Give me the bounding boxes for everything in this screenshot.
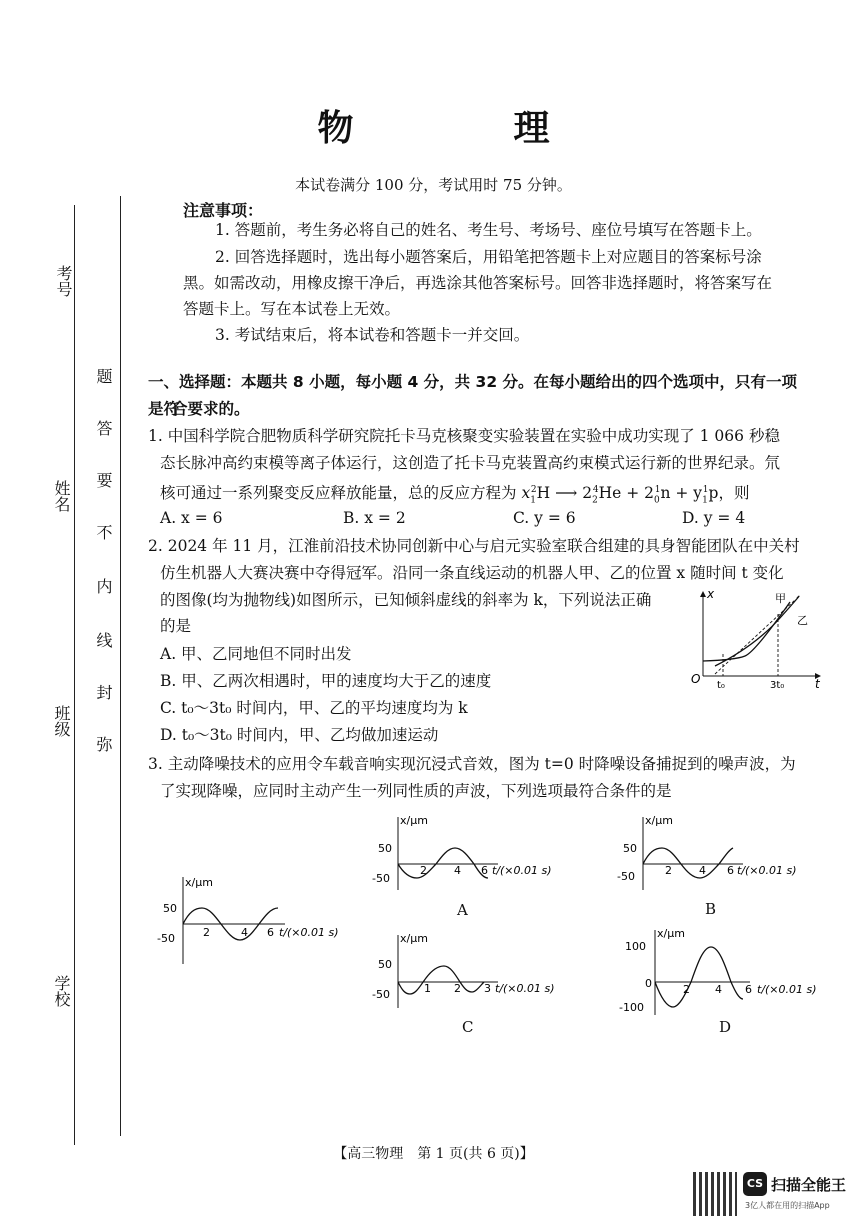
q1-option-a: A. x = 6 (160, 509, 223, 527)
q1-var-x: x (521, 484, 531, 503)
q3-b-tick-neg50: -50 (617, 870, 635, 883)
q3-caption-a: A (457, 901, 468, 919)
q3-b-tick-50: 50 (623, 842, 637, 855)
q3-b-ylabel: x/μm (645, 814, 673, 827)
seal-char-6: 线 (94, 632, 113, 648)
q3-main-tick-50: 50 (163, 902, 177, 915)
q3-c-tick-neg50: -50 (372, 988, 390, 1001)
notice-item-3: 3. 考试结束后，将本试卷和答题卡一并交回。 (215, 326, 530, 344)
q2-t-label: t (815, 677, 820, 691)
q3-line-2: 了实现降噪，应同时主动产生一列同性质的声波，下列选项最符合条件的是 (160, 782, 672, 800)
q3-c-tick-2: 2 (454, 982, 461, 995)
q2-line-2: 仿生机器人大赛决赛中夺得冠军。沿同一条直线运动的机器人甲、乙的位置 x 随时间 t 变化 (160, 564, 784, 582)
q2-t0-tick: t₀ (717, 680, 725, 691)
q3-d-xlabel: t/(×0.01 s) (757, 983, 817, 996)
q3-d-origin: 0 (645, 977, 652, 990)
q3-d-tick-4: 4 (715, 983, 722, 996)
q3-d-ylabel: x/μm (657, 927, 685, 940)
q3-c-ylabel: x/μm (400, 932, 428, 945)
page-title: 物 理 (317, 107, 612, 149)
q1-line-3-text: 核可通过一系列聚变反应释放能量，总的反应方程为 (160, 484, 522, 503)
q3-main-xlabel: t/(×0.01 s) (279, 926, 339, 939)
q3-main-tick-2: 2 (203, 926, 210, 939)
q2-option-d: D. t₀～3t₀ 时间内，甲、乙均做加速运动 (160, 726, 439, 744)
q3-caption-b: B (705, 900, 717, 918)
q3-c-tick-1: 1 (424, 982, 431, 995)
q3-caption-c: C (462, 1018, 474, 1036)
q2-jia-label: 甲 (775, 592, 786, 605)
q3-c-xlabel: t/(×0.01 s) (495, 982, 555, 995)
notice-item-2: 2. 回答选择题时，选出每小题答案后，用铅笔把答题卡上对应题目的答案标号涂 (215, 248, 762, 266)
q1-line-3: 核可通过一系列聚变反应释放能量，总的反应方程为 $x_1^2H$ ⟶ $2_2^4He + 2_0^1n + y_1^1p$，则 (160, 484, 750, 506)
q2-x-label: x (707, 588, 715, 601)
q3-d-tick-100: 100 (625, 940, 646, 953)
q3-d-wave (655, 947, 743, 1007)
seal-char-3: 要 (94, 472, 113, 488)
qr-code (693, 1172, 737, 1216)
q1-option-b: B. x = 2 (343, 509, 406, 527)
q3-a-tick-50: 50 (378, 842, 392, 855)
q3-a-tick-neg50: -50 (372, 872, 390, 885)
q1-equation-he: He + 2 (598, 484, 654, 503)
seal-char-8: 弥 (94, 736, 113, 752)
q3-c-wave (398, 966, 484, 994)
q2-option-a: A. 甲、乙同地但不同时出发 (160, 645, 352, 663)
q3-main-tick-neg50: -50 (157, 932, 175, 945)
q3-d-tick-neg100: -100 (619, 1001, 644, 1014)
camscanner-logo: CS (743, 1172, 767, 1196)
q3-a-tick-4: 4 (454, 864, 461, 877)
q3-b-tick-4: 4 (699, 864, 706, 877)
q3-a-xlabel: t/(×0.01 s) (492, 864, 552, 877)
q3-c-tick-50: 50 (378, 958, 392, 971)
q1-option-d: D. y = 4 (682, 509, 746, 527)
q3-d-tick-2: 2 (683, 983, 690, 996)
q3-d-tick-6: 6 (745, 983, 752, 996)
q3-a-tick-2: 2 (420, 864, 427, 877)
q1-line-1: 1. 中国科学院合肥物质科学研究院托卡马克核聚变实验装置在实验中成功实现了 1 066 秒稳 (148, 427, 780, 445)
q3-a-tick-6: 6 (481, 864, 488, 877)
q1-line-2: 态长脉冲高约束模等离子体运行，这创造了托卡马克装置高约束模式运行新的世界纪录。氘 (160, 454, 781, 472)
q1-option-c: C. y = 6 (513, 509, 576, 527)
q2-line-3: 的图像(均为抛物线)如图所示，已知倾斜虚线的斜率为 k，下列说法正确 (160, 591, 652, 609)
seal-char-7: 封 (94, 684, 113, 700)
page-footer: 【高三物理 第 1 页(共 6 页)】 (333, 1146, 534, 1162)
binding-line-outer (74, 205, 75, 1145)
exam-info: 本试卷满分 100 分，考试用时 75 分钟。 (295, 176, 572, 194)
q2-option-b: B. 甲、乙两次相遇时，甲的速度均大于乙的速度 (160, 672, 492, 690)
watermark-tagline: 3亿人都在用的扫描App (745, 1201, 830, 1210)
q3-option-d-graph (615, 925, 820, 1017)
seal-char-4: 不 (94, 524, 113, 540)
q3-a-wave (398, 848, 474, 878)
q2-yi-label: 乙 (797, 614, 808, 627)
exam-no-label: 考号 (54, 265, 73, 297)
seal-char-1: 题 (94, 368, 113, 384)
notice-heading: 注意事项： (183, 201, 264, 220)
q3-c-tick-3: 3 (484, 982, 491, 995)
notice-item-1: 1. 答题前，考生务必将自己的姓名、考生号、考场号、座位号填写在答题卡上。 (215, 221, 762, 239)
q3-a-ylabel: x/μm (400, 814, 428, 827)
q2-origin-label: O (691, 672, 701, 686)
q3-noise-wave-graph (155, 872, 355, 967)
q3-option-b-graph (615, 812, 815, 892)
seal-char-5: 内 (94, 578, 113, 594)
q3-b-tick-6: 6 (727, 864, 734, 877)
q3-main-ylabel: x/μm (185, 876, 213, 889)
q2-slope-line (715, 600, 795, 674)
q2-xt-graph (685, 588, 825, 693)
q3-option-c-graph (368, 930, 568, 1010)
name-label: 姓名 (52, 480, 71, 512)
q1-equation-n: n + y (660, 484, 703, 503)
q3-main-tick-4: 4 (241, 926, 248, 939)
section-heading-cont: 合要求的。 (172, 400, 250, 418)
q2-line-1: 2. 2024 年 11 月，江淮前沿技术协同创新中心与启元实验室联合组建的具身智能团队在中关村 (148, 537, 800, 555)
q3-b-tick-2: 2 (665, 864, 672, 877)
binding-line-inner (120, 196, 121, 1136)
q1-equation-arrow: H ⟶ 2 (536, 484, 593, 503)
school-label: 学校 (52, 975, 71, 1007)
q3-line-1: 3. 主动降噪技术的应用令车载音响实现沉浸式音效，图为 t=0 时降噪设备捕捉到的噪声波，为 (148, 755, 796, 773)
notice-item-2-cont: 黑。如需改动，用橡皮擦干净后，再选涂其他答案标号。回答非选择题时，将答案写在 (183, 274, 773, 292)
q3-b-wave-tail (719, 848, 733, 864)
seal-char-2: 答 (94, 420, 113, 436)
q2-line-4: 的是 (160, 617, 192, 635)
q3-b-xlabel: t/(×0.01 s) (737, 864, 797, 877)
q3-option-a-graph (368, 812, 568, 892)
q2-3t0-tick: 3t₀ (770, 680, 785, 691)
class-label: 班级 (52, 705, 71, 737)
q3-b-wave (643, 848, 719, 878)
q1-equation-p: p，则 (708, 484, 750, 503)
notice-item-2-cont2: 答题卡上。写在本试卷上无效。 (183, 300, 401, 318)
section-heading: 一、选择题：本题共 8 小题，每小题 4 分，共 32 分。在每小题给出的四个选项中，只有一项是符 (148, 373, 798, 418)
q3-caption-d: D (719, 1018, 732, 1036)
watermark-app-name: 扫描全能王 (771, 1176, 847, 1194)
q3-main-tick-6: 6 (267, 926, 274, 939)
q2-curve-yi (703, 602, 790, 661)
q2-option-c: C. t₀～3t₀ 时间内，甲、乙的平均速度均为 k (160, 699, 468, 717)
